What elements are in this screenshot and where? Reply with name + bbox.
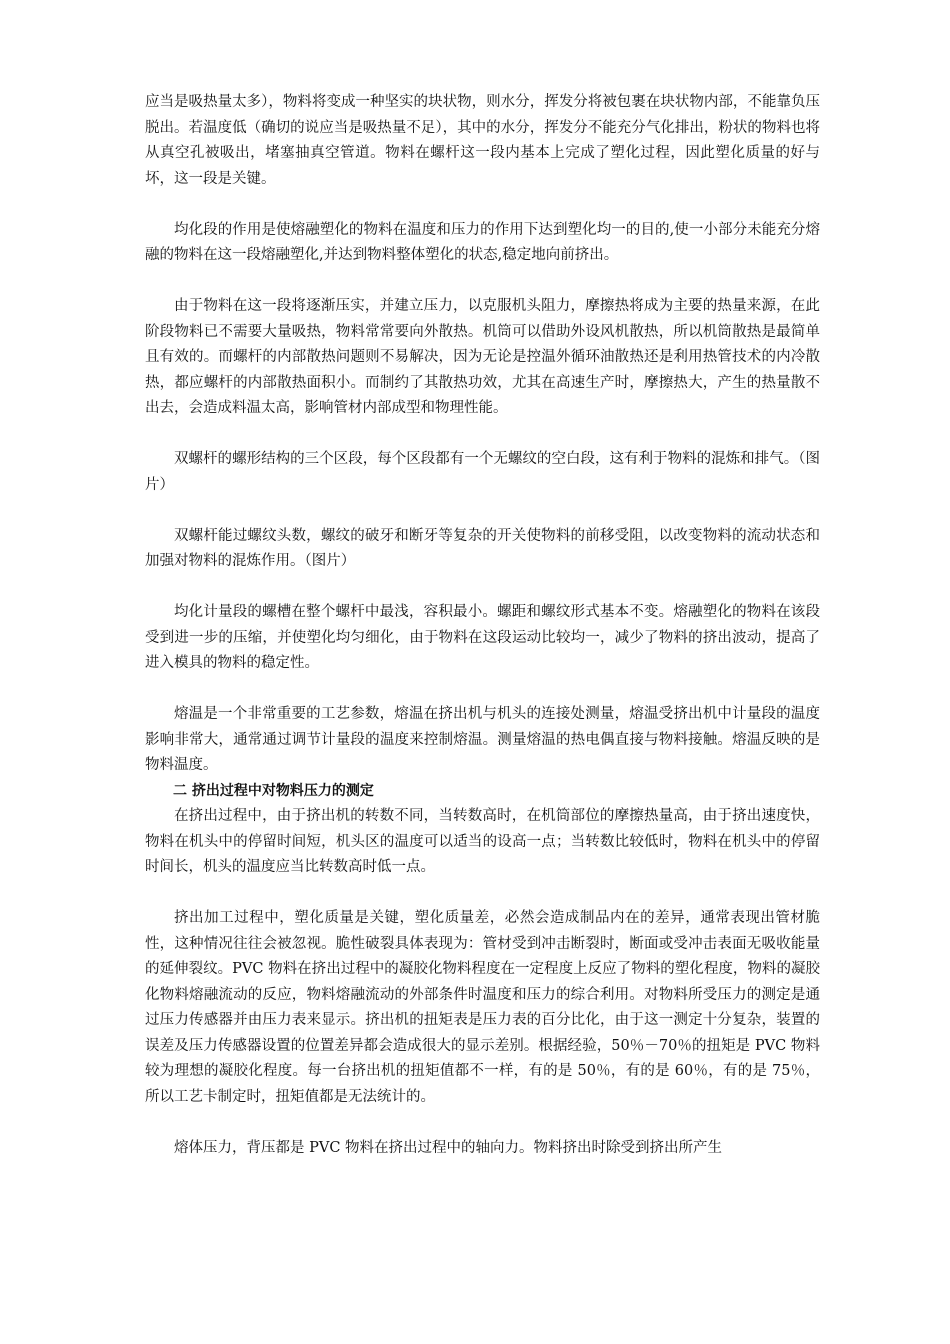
paragraph-heat-dissipation: 由于物料在这一段将逐渐压实，并建立压力，以克服机头阻力，摩擦热将成为主要的热量来源，在此阶段物料已不需要大量吸热，物料常常要向外散热。机筒可以借助外设风机散热，所以机筒散热是最简单且有效的。而螺杆的内部散热问题则不易解决，因为无论是控温外循环油散热还是利用热管技术的内冷散热，都应螺杆的内部散热面积小。而制约了其散热功效，尤其在高速生产时，摩擦热大，产生的热量散不出去，会造成料温太高，影响管材内部成型和物理性能。 bbox=[145, 298, 820, 416]
paragraph-melt-pressure: 熔体压力，背压都是 PVC 物料在挤出过程中的轴向力。物料挤出时除受到挤出所产生 bbox=[174, 1139, 723, 1156]
paragraph-homogenizing-section: 均化段的作用是使熔融塑化的物料在温度和压力的作用下达到塑化均一的目的,使一小部分未能充分熔融的物料在这一段熔融塑化,并达到物料整体塑化的状态,稳定地向前挤出。 bbox=[145, 221, 820, 263]
paragraph-metering-section: 均化计量段的螺槽在整个螺杆中最浅，容积最小。螺距和螺纹形式基本不变。熔融塑化的物料在该段受到进一步的压缩，并使塑化均匀细化，由于物料在这段运动比较均一，减少了物料的挤出波动，提高了进入模具的物料的稳定性。 bbox=[145, 604, 820, 671]
section-heading: 二 挤出过程中对物料压力的测定 bbox=[173, 782, 374, 799]
document-page bbox=[145, 90, 820, 1161]
paragraph-screw-speed: 在挤出过程中，由于挤出机的转数不同，当转数高时，在机筒部位的摩擦热量高，由于挤出速度快，物料在机头中的停留时间短，机头区的温度可以适当的设高一点；当转数比较低时，物料在机头中的停留时间长，机头的温度应当比转数高时低一点。 bbox=[145, 808, 820, 875]
paragraph-twin-screw-threads: 双螺杆能过螺纹头数，螺纹的破牙和断牙等复杂的开关使物料的前移受阻，以改变物料的流动状态和加强对物料的混炼作用。（图片） bbox=[145, 527, 820, 569]
paragraph-twin-screw-zones: 双螺杆的螺形结构的三个区段，每个区段都有一个无螺纹的空白段，这有利于物料的混炼和排气。（图片） bbox=[145, 451, 820, 493]
paragraph-devolatilization-continued: 应当是吸热量太多），物料将变成一种坚实的块状物，则水分，挥发分将被包裹在块状物内部，不能靠负压脱出。若温度低（确切的说应当是吸热量不足），其中的水分，挥发分不能充分气化排出，粉状的物料也将从真空孔被吸出，堵塞抽真空管道。物料在螺杆这一段内基本上完成了塑化过程，因此塑化质量的好与坏，这一段是关键。 bbox=[145, 94, 820, 187]
paragraph-melt-temperature: 熔温是一个非常重要的工艺参数，熔温在挤出机与机头的连接处测量，熔温受挤出机中计量段的温度影响非常大，通常通过调节计量段的温度来控制熔温。测量熔温的热电偶直接与物料接触。熔温反映的是物料温度。 bbox=[145, 706, 820, 773]
paragraph-plasticization-quality: 挤出加工过程中，塑化质量是关键，塑化质量差，必然会造成制品内在的差异，通常表现出管材脆性，这种情况往往会被忽视。脆性破裂具体表现为：管材受到冲击断裂时，断面或受冲击表面无吸收能量的延伸裂纹。PVC 物料在挤出过程中的凝胶化物料程度在一定程度上反应了物料的塑化程度，物料的凝胶化物料熔融流动的反应，物料熔融流动的外部条件时温度和压力的综合利用。对物料所受压力的测定是通过压力传感器并由压力表来显示。挤出机的扭矩表是压力表的百分比化，由于这一测定十分复杂，装置的误差及压力传感器设置的位置差异都会造成很大的显示差别。根据经验，50％－70％的扭矩是 PVC 物料较为理想的凝胶化程度。每一台挤出机的扭矩值都不一样，有的是 50％，有的是 60％，有的是 75％，所以工艺卡制定时，扭矩值都是无法统计的。 bbox=[145, 910, 820, 1105]
